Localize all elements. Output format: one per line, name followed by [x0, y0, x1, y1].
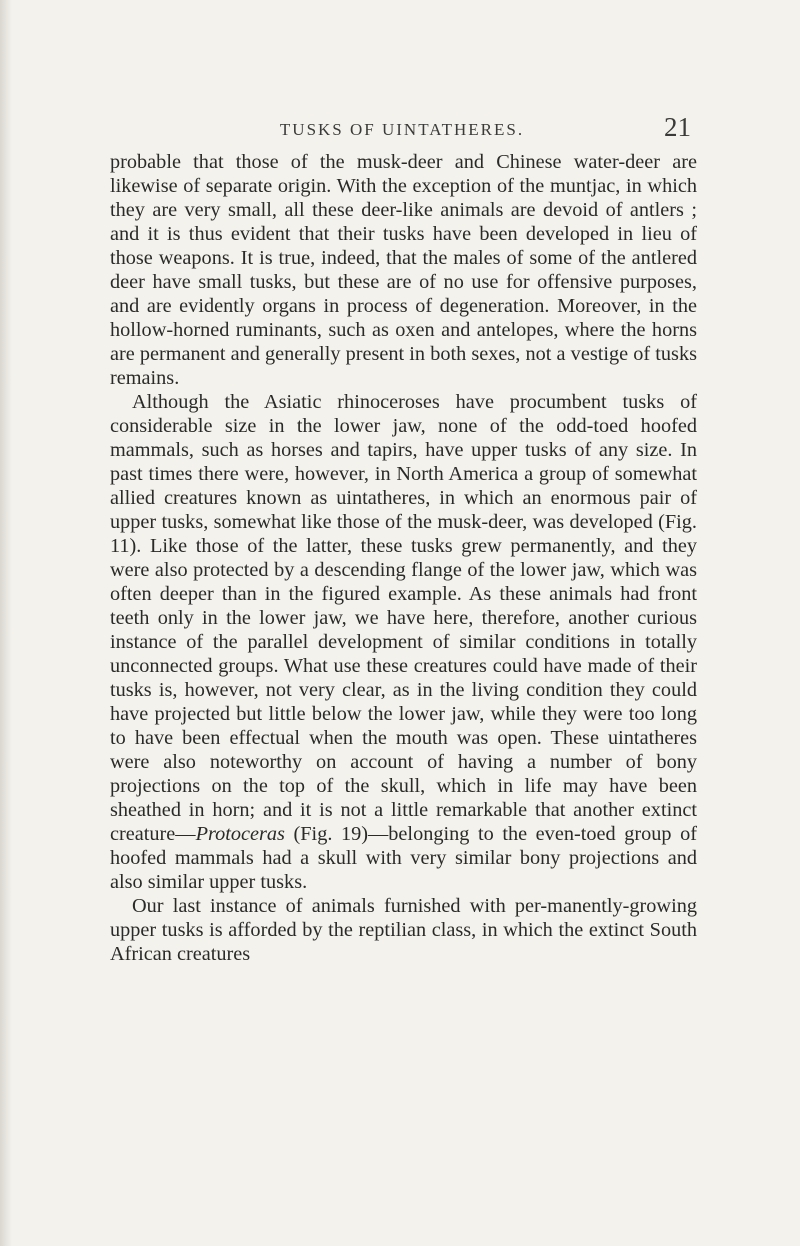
paragraph-2-text-a: Although the Asiatic rhinoceroses have procumbent tusks of considerable size in the lower jaw, none of the odd-toed hoofed mammals, such as horses and tapirs, have upper tusks of any size. In past times there were, however, in North America a group of somewhat allied creatures known as uintatheres, in which an enormous pair of upper tusks, somewhat like those of the musk-deer, was developed (Fig. 11). Like those of the latter, these tusks grew permanently, and they were also protected by a descending flange of the lower jaw, which was often deeper than in the figured example. As these animals had front teeth only in the lower jaw, we have here, therefore, another curious instance of the parallel development of similar conditions in totally unconnected groups. What use these creatures could have made of their tusks is, however, not very clear, as in the living condition they could have projected but little below the lower jaw, while they were too long to have been effectual when the mouth was open. These uintatheres were also noteworthy on account of having a number of bony projections on the top of the skull, which in life may have been sheathed in horn; and it is not a little remarkable that another extinct creature—: [110, 391, 697, 845]
running-title: TUSKS OF UINTATHERES.: [279, 120, 525, 139]
paragraph-2-text-b: (Fig. 19)—belonging to the even-toed group of hoofed mammals had a skull with very similar bony projections and also similar upper tusks.: [110, 823, 697, 893]
paragraph-1: probable that those of the musk-deer and Chinese water-deer are likewise of separate origin. With the exception of the muntjac, in which they are very small, all these deer-like animals are devoid of antlers ; and it is thus evident that their tusks have been developed in lieu of those weapons. It is true, indeed, that the males of some of the antlered deer have small tusks, but these are of no use for offensive purposes, and are evidently organs in process of degeneration. Moreover, in the hollow-horned ruminants, such as oxen and antelopes, where the horns are permanent and generally present in both sexes, not a vestige of tusks remains.: [110, 151, 697, 389]
page-edge-shadow: [0, 0, 12, 1246]
running-head: [0, 112, 800, 148]
body-text: [110, 150, 697, 966]
genus-name-protoceras: Protoceras: [195, 823, 285, 845]
paragraph-2: [110, 390, 697, 894]
paragraph-3: Our last instance of animals furnished with per-manently-growing upper tusks is afforded by the reptilian class, in which the extinct South African creatures: [110, 895, 697, 965]
page-number: 21: [664, 112, 691, 142]
